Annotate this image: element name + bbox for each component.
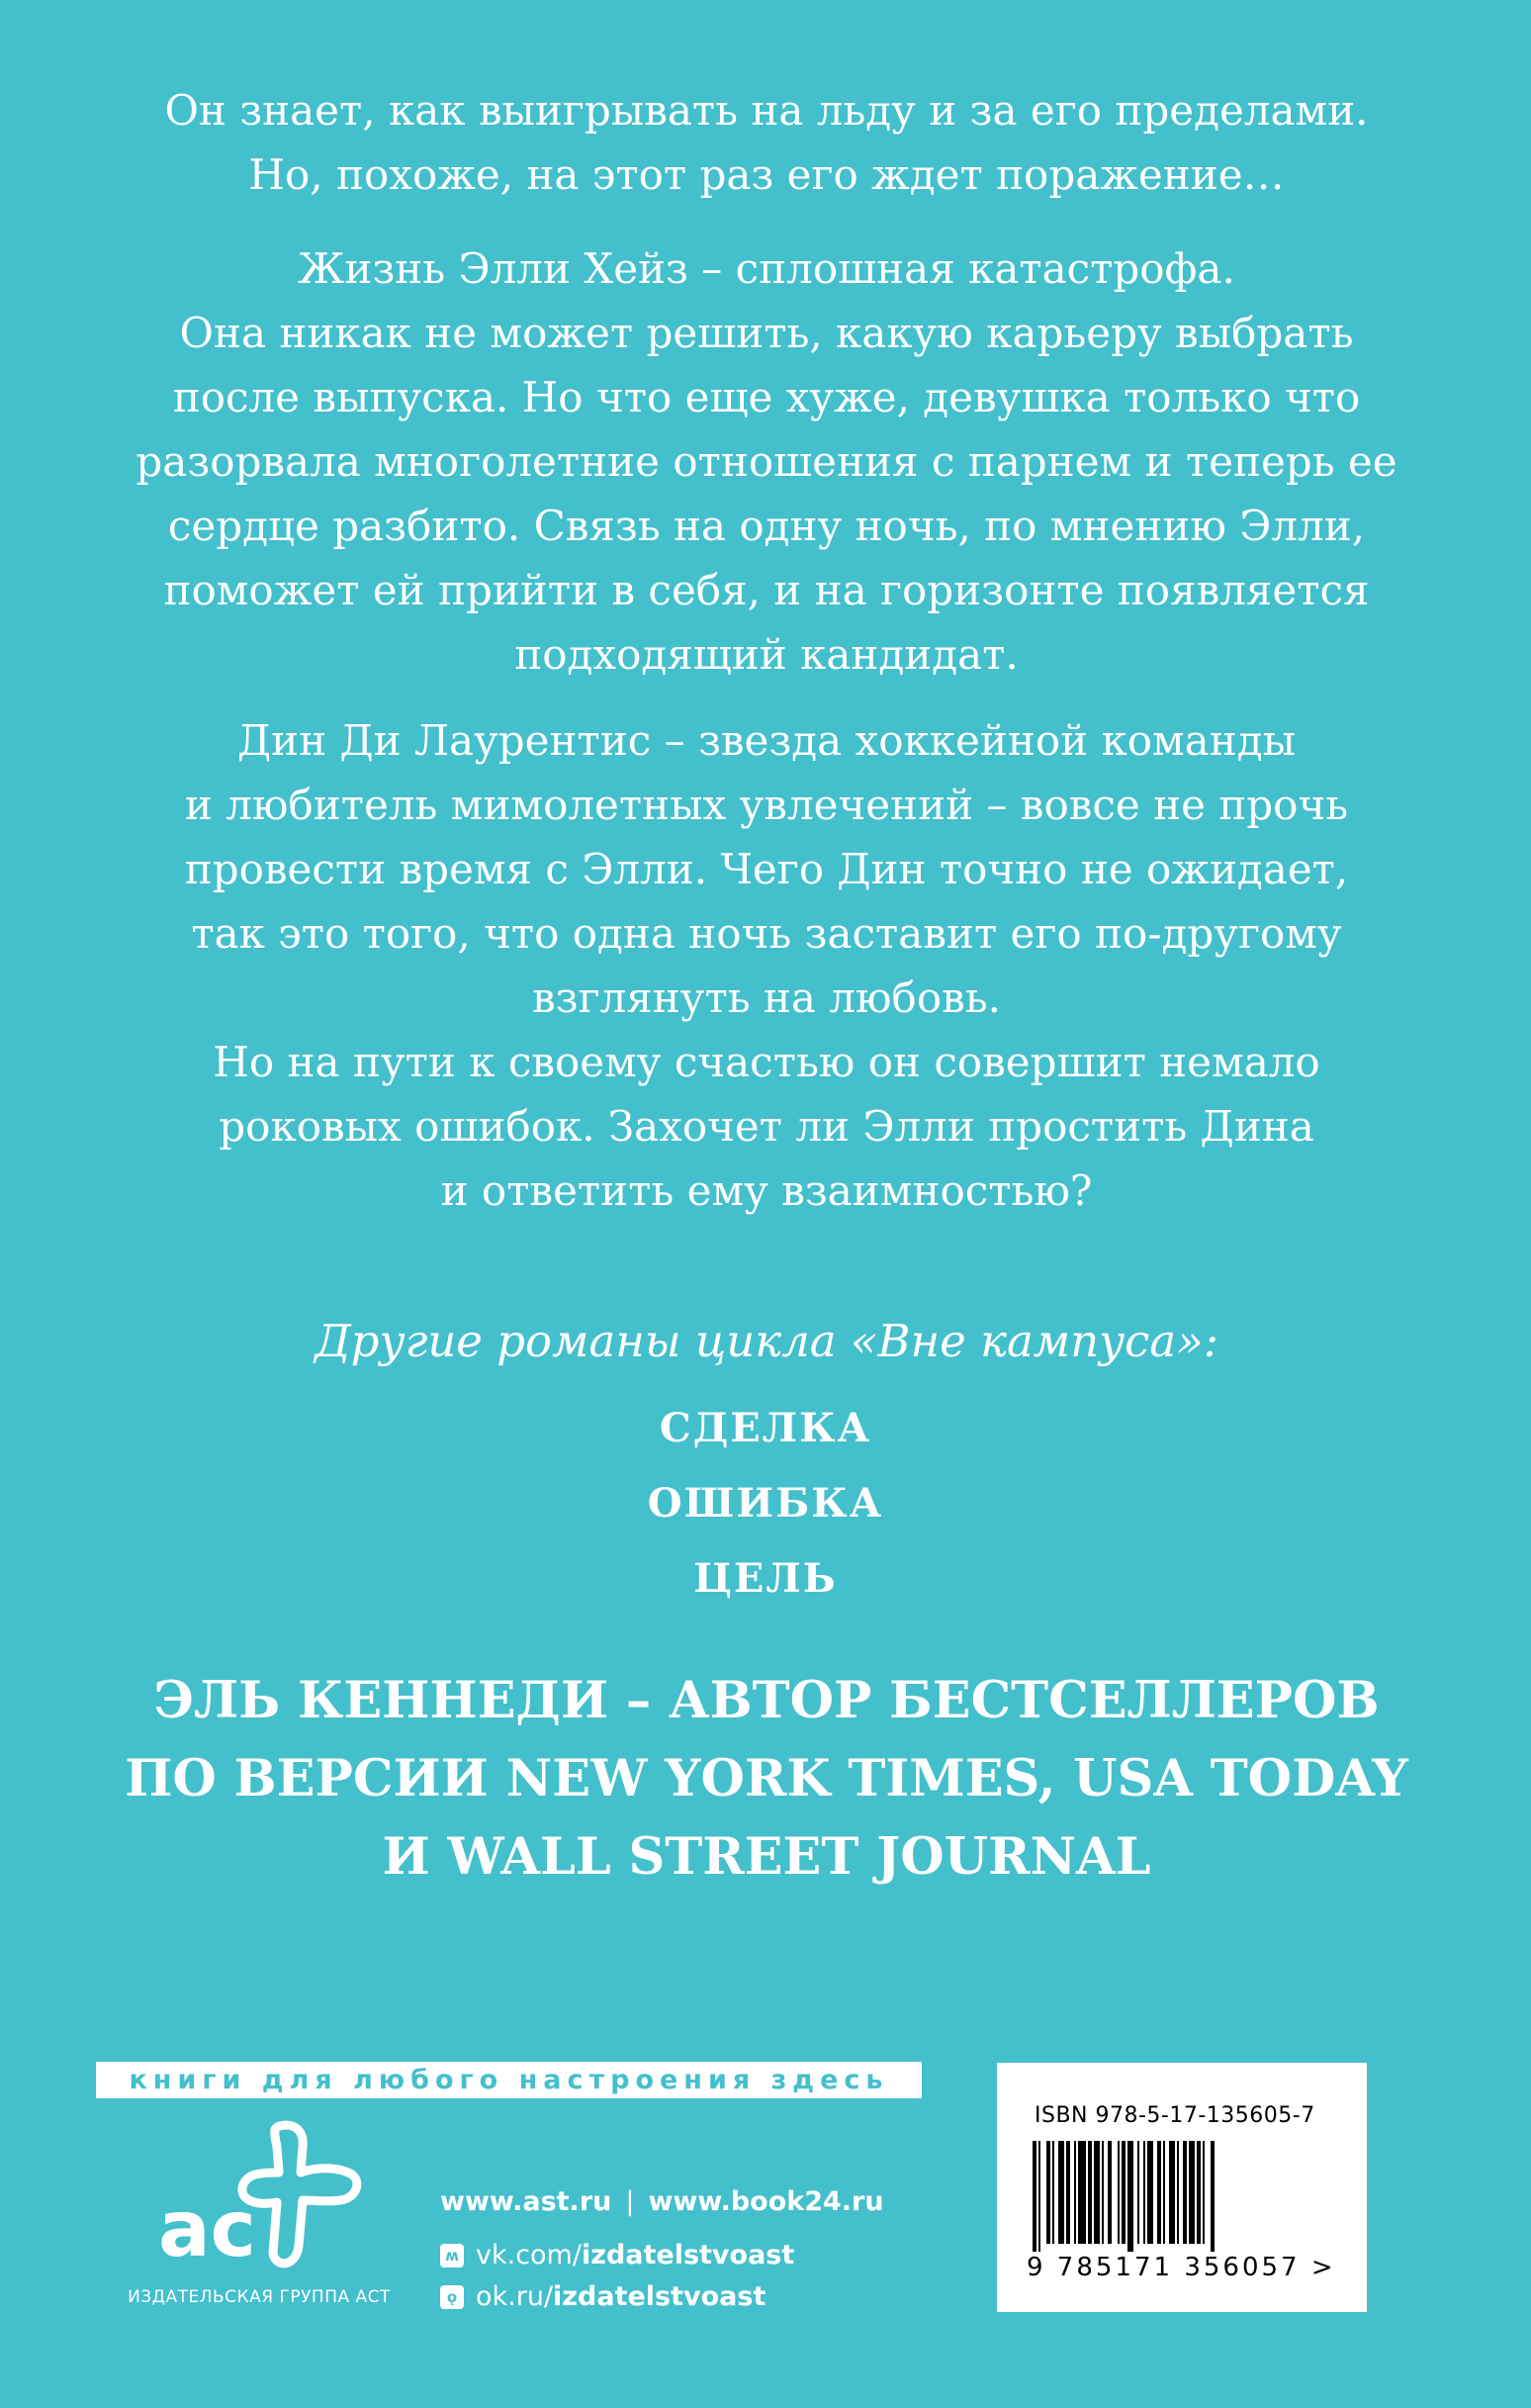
ok-prefix[interactable]: ok.ru/ <box>476 2281 554 2312</box>
website-row <box>440 2184 884 2220</box>
barcode-bar <box>1127 2141 1133 2252</box>
publisher-links <box>440 2184 884 2321</box>
barcode-bar <box>1189 2141 1195 2244</box>
series-intro: Другие романы цикла «Вне кампуса»: <box>315 1315 1218 1367</box>
series-title: ЦЕЛЬ <box>693 1555 838 1602</box>
website-link[interactable]: www.book24.ru <box>648 2186 884 2217</box>
tagline-line: Но, похоже, на этот раз его ждет поражение… <box>248 150 1285 199</box>
blurb-line: Дин Ди Лаурентис – звезда хоккейной команды <box>237 716 1296 765</box>
barcode-bar <box>1033 2141 1036 2252</box>
barcode-bar <box>1169 2141 1175 2244</box>
barcode-bar <box>1108 2141 1112 2244</box>
publisher-tagline-strip: книги для любого настроения здесь <box>96 2062 922 2098</box>
ok-handle[interactable]: izdatelstvoast <box>553 2281 766 2312</box>
barcode-bar <box>1197 2141 1201 2244</box>
barcode-bar <box>1038 2141 1040 2252</box>
series-title: ОШИБКА <box>647 1480 884 1527</box>
barcode-icon <box>1033 2141 1329 2252</box>
barcode-bar <box>1088 2141 1092 2244</box>
barcode-bar <box>1143 2141 1145 2244</box>
barcode-bar <box>1203 2141 1205 2244</box>
barcode-bar <box>1137 2141 1139 2244</box>
publisher-name: ИЗДАТЕЛЬСКАЯ ГРУППА АСТ <box>128 2287 391 2307</box>
barcode-bar <box>1074 2141 1076 2244</box>
isbn-number: ISBN 978-5-17-135605-7 <box>1035 2103 1315 2128</box>
tagline <box>79 78 1454 207</box>
author-claim-line: И WALL STREET JOURNAL <box>382 1827 1151 1887</box>
barcode-bar <box>1163 2141 1165 2244</box>
barcode-bar <box>1078 2141 1086 2244</box>
barcode-bar <box>1147 2141 1153 2244</box>
blurb-line: взглянуть на любовь. <box>532 973 1001 1022</box>
blurb-line: сердце разбито. Связь на одну ночь, по мнению Элли, <box>167 502 1366 550</box>
author-claim-line: ЭЛЬ КЕННЕДИ – АВТОР БЕСТСЕЛЛЕРОВ <box>153 1671 1380 1730</box>
barcode-bar <box>1118 2141 1120 2244</box>
blurb-paragraph-2 <box>79 708 1454 1223</box>
ok-icon: ǫ <box>440 2285 464 2309</box>
logo-letters: ac <box>158 2185 256 2274</box>
barcode-bar <box>1177 2141 1179 2244</box>
barcode-bar <box>1122 2141 1126 2244</box>
blurb-line: и ответить ему взаимностью? <box>440 1166 1093 1215</box>
blurb-line: поможет ей прийти в себя, и на горизонте появляется <box>163 566 1370 614</box>
blurb-line: Жизнь Элли Хейз – сплошная катастрофа. <box>298 244 1235 293</box>
author-claim-line: ПО ВЕРСИИ NEW YORK TIMES, USA TODAY <box>125 1749 1408 1808</box>
barcode-bar <box>1094 2141 1100 2244</box>
blurb-line: Но на пути к своему счастью он совершит немало <box>213 1038 1320 1086</box>
blurb-paragraph-1 <box>79 236 1454 687</box>
vk-handle[interactable]: izdatelstvoast <box>581 2240 795 2270</box>
blurb-line: и любитель мимолетных увлечений – вовсе не прочь <box>184 781 1349 829</box>
ast-logo <box>129 2117 386 2275</box>
blurb-line: Она никак не может решить, какую карьеру выбрать <box>179 309 1354 357</box>
tagline-line: Он знает, как выигрывать на льду и за его пределами. <box>164 86 1369 135</box>
barcode-digits: 9 785171 356057 > <box>1027 2253 1336 2282</box>
barcode-bar <box>1102 2141 1104 2244</box>
barcode-bar <box>1066 2141 1070 2244</box>
barcode-bar <box>1183 2141 1187 2244</box>
barcode-bar <box>1052 2141 1054 2244</box>
vk-prefix[interactable]: vk.com/ <box>476 2240 582 2270</box>
series-title: СДЕЛКА <box>659 1405 872 1451</box>
vk-icon: ʍ <box>440 2244 464 2268</box>
barcode-bar <box>1157 2141 1161 2244</box>
website-link[interactable]: www.ast.ru <box>440 2186 612 2217</box>
blurb-line: роковых ошибок. Захочет ли Элли простить Дина <box>219 1102 1314 1151</box>
blurb-line: так это того, что одна ночь заставит его по-другому <box>191 909 1342 958</box>
blurb-line: провести время с Элли. Чего Дин точно не ожидает, <box>184 845 1349 893</box>
series-list <box>0 1391 1531 1617</box>
barcode-bar <box>1046 2141 1050 2244</box>
vk-row[interactable] <box>440 2238 884 2273</box>
ok-row[interactable] <box>440 2279 884 2315</box>
link-separator: | <box>625 2186 635 2217</box>
barcode-bar <box>1058 2141 1064 2244</box>
barcode-bar <box>1211 2141 1215 2252</box>
author-claim <box>79 1662 1454 1897</box>
blurb-line: разорвала многолетние отношения с парнем и теперь ее <box>135 437 1397 486</box>
blurb-line: подходящий кандидат. <box>514 630 1019 679</box>
blurb-line: после выпуска. Но что еще хуже, девушка только что <box>172 373 1361 421</box>
isbn-barcode-box <box>997 2063 1367 2312</box>
